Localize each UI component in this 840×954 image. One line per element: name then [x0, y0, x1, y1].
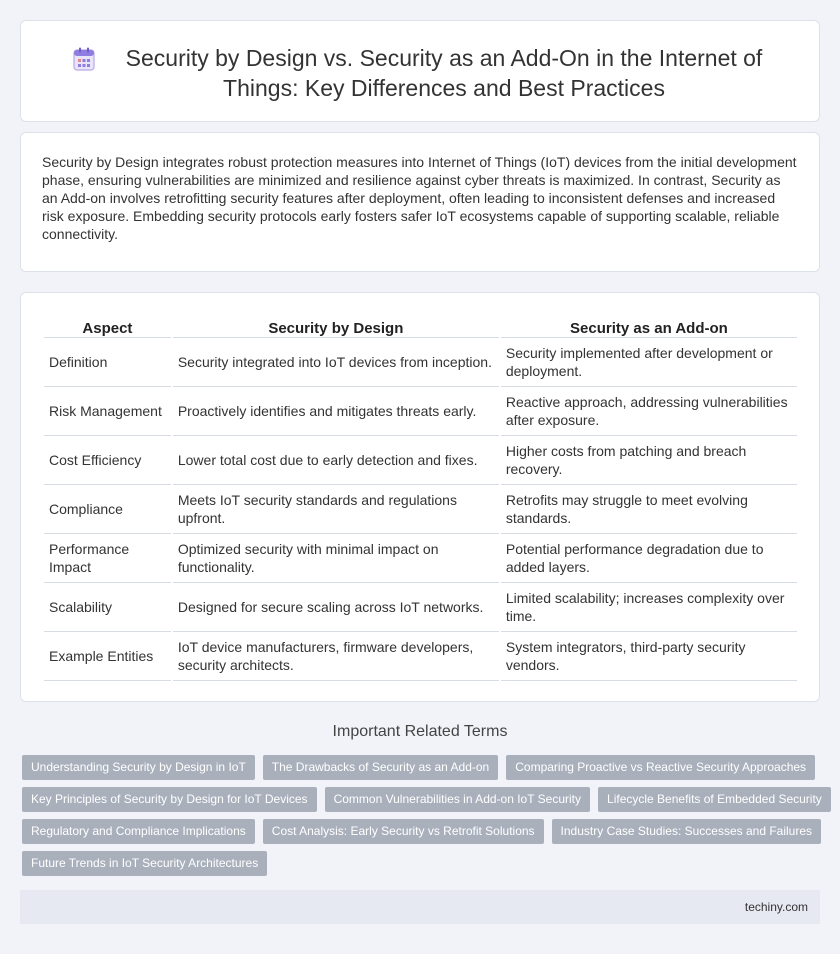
tag-row	[22, 819, 822, 844]
header-security-add-on: Security as an Add-on	[501, 316, 797, 338]
aspect-cell: Example Entities	[44, 632, 171, 681]
aspect-cell: Performance Impact	[44, 534, 171, 583]
intro-card	[20, 132, 820, 272]
design-cell: Optimized security with minimal impact on functionality.	[173, 534, 499, 583]
header-aspect: Aspect	[44, 316, 171, 338]
tag-row	[22, 787, 822, 812]
related-term-link[interactable]: Regulatory and Compliance Implications	[22, 819, 255, 844]
table-row	[44, 534, 797, 583]
related-terms-list	[22, 755, 822, 883]
related-term-link[interactable]: Lifecycle Benefits of Embedded Security	[598, 787, 831, 812]
addon-cell: Higher costs from patching and breach recovery.	[501, 436, 797, 485]
related-term-link[interactable]: Understanding Security by Design in IoT	[22, 755, 255, 780]
design-cell: Lower total cost due to early detection and fixes.	[173, 436, 499, 485]
related-term-link[interactable]: Comparing Proactive vs Reactive Security Approaches	[506, 755, 815, 780]
related-term-link[interactable]: Key Principles of Security by Design for IoT Devices	[22, 787, 317, 812]
addon-cell: Reactive approach, addressing vulnerabilities after exposure.	[501, 387, 797, 436]
addon-cell: System integrators, third-party security vendors.	[501, 632, 797, 681]
addon-cell: Security implemented after development or deployment.	[501, 338, 797, 387]
design-cell: Proactively identifies and mitigates threats early.	[173, 387, 499, 436]
table-row	[44, 583, 797, 632]
related-term-link[interactable]: Cost Analysis: Early Security vs Retrofit Solutions	[263, 819, 544, 844]
related-term-link[interactable]: Future Trends in IoT Security Architectures	[22, 851, 267, 876]
design-cell: Security integrated into IoT devices from inception.	[173, 338, 499, 387]
aspect-cell: Scalability	[44, 583, 171, 632]
table-row	[44, 485, 797, 534]
tag-row	[22, 755, 822, 780]
intro-paragraph: Security by Design integrates robust protection measures into Internet of Things (IoT) devices from the initial development phase, ensuring vulnerabilities are minimized and resilience against cyber threats is maximized. In contrast, Security as an Add-on involves retrofitting security features after deployment, often leading to inconsistent defenses and increased risk exposure. Embedding security protocols early fosters safer IoT ecosystems capable of supporting scalable, reliable connectivity.	[42, 154, 797, 242]
aspect-cell: Risk Management	[44, 387, 171, 436]
page-title: Security by Design vs. Security as an Add-On in the Internet of Things: Key Differences and Best Practices	[125, 45, 763, 101]
aspect-cell: Definition	[44, 338, 171, 387]
footer-bar	[20, 890, 820, 924]
header-card	[20, 20, 820, 122]
related-term-link[interactable]: The Drawbacks of Security as an Add-on	[263, 755, 498, 780]
addon-cell: Potential performance degradation due to added layers.	[501, 534, 797, 583]
tag-row	[22, 851, 822, 876]
related-term-link[interactable]: Common Vulnerabilities in Add-on IoT Security	[325, 787, 590, 812]
comparison-table	[42, 316, 799, 681]
aspect-cell: Compliance	[44, 485, 171, 534]
comparison-card	[20, 292, 820, 702]
aspect-cell: Cost Efficiency	[44, 436, 171, 485]
addon-cell: Limited scalability; increases complexity over time.	[501, 583, 797, 632]
header-security-by-design: Security by Design	[173, 316, 499, 338]
design-cell: Meets IoT security standards and regulations upfront.	[173, 485, 499, 534]
design-cell: IoT device manufacturers, firmware developers, security architects.	[173, 632, 499, 681]
table-row	[44, 387, 797, 436]
addon-cell: Retrofits may struggle to meet evolving standards.	[501, 485, 797, 534]
table-row	[44, 436, 797, 485]
related-term-link[interactable]: Industry Case Studies: Successes and Failures	[552, 819, 821, 844]
table-row	[44, 338, 797, 387]
related-terms-heading: Important Related Terms	[332, 723, 508, 740]
design-cell: Designed for secure scaling across IoT networks.	[173, 583, 499, 632]
footer-brand[interactable]: techiny.com	[744, 900, 808, 914]
table-row	[44, 632, 797, 681]
table-header-row	[44, 316, 797, 338]
